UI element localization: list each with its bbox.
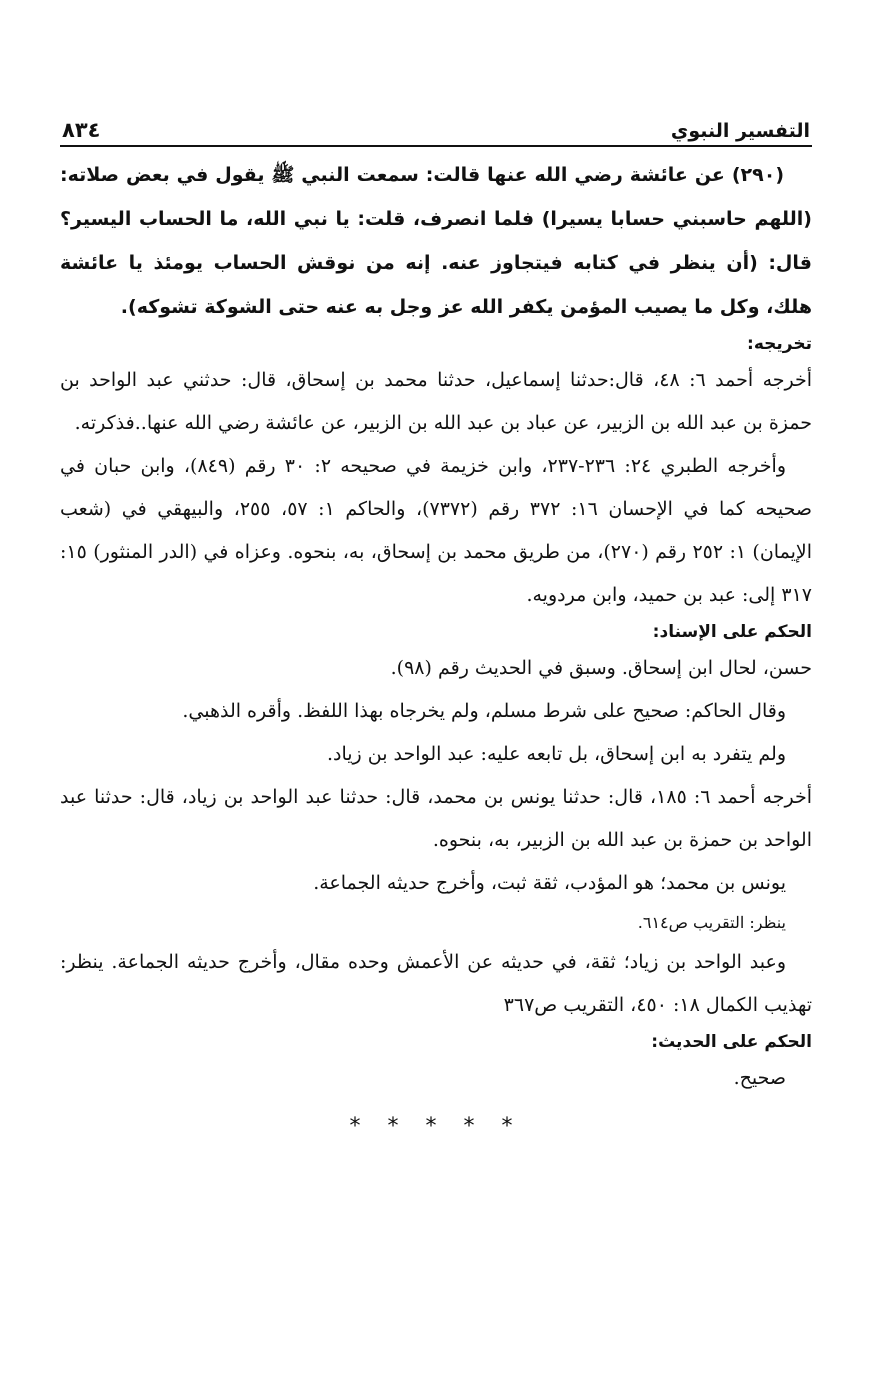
isnad-line-1: حسن، لحال ابن إسحاق. وسبق في الحديث رقم (٩٨).	[390, 657, 812, 679]
page-body	[60, 147, 812, 1139]
isnad-line-6: ينظر: التقريب ص٦١٤.	[637, 913, 786, 932]
hadith-text: (٢٩٠) عن عائشة رضي الله عنها قالت: سمعت النبي ﷺ يقول في بعض صلاته: (اللهم حاسبني حسابا يسيرا) فلما انصرف، قلت: يا نبي الله، ما الحساب اليسير؟ قال: (أن ينظر في كتابه فيتجاوز عنه. إنه من نوقش الحساب يومئذ يا عائشة هلك، وكل ما يصيب المؤمن يكفر الله عز وجل به عنه حتى الشوكة تشوكه).	[60, 164, 812, 318]
isnad-line-5: يونس بن محمد؛ هو المؤدب، ثقة ثبت، وأخرج حديثه الجماعة.	[313, 872, 786, 894]
takhrij-paragraph-2: وأخرجه الطبري ٢٤: ٢٣٦-٢٣٧، وابن خزيمة في صحيحه ٢: ٣٠ رقم (٨٤٩)، وابن حبان في صحيحه كما في الإحسان ١٦: ٣٧٢ رقم (٧٣٧٢)، والحاكم ١: ٥٧، ٢٥٥، والبيهقي في (شعب الإيمان) ١: ٢٥٢ رقم (٢٧٠)، من طريق محمد بن إسحاق، به، بنحوه. وعزاه في (الدر المنثور) ١٥: ٣١٧ إلى: عبد بن حميد، وابن مردويه.	[60, 455, 812, 606]
book-title: التفسير النبوي	[670, 120, 810, 142]
page-number: ٨٣٤	[62, 118, 101, 142]
running-header	[60, 108, 812, 147]
hukm-text: صحيح.	[733, 1067, 786, 1089]
isnad-line-3: ولم يتفرد به ابن إسحاق، بل تابعه عليه: عبد الواحد بن زياد.	[326, 743, 786, 765]
section-separator: * * * * *	[349, 1114, 523, 1139]
isnad-line-2: وقال الحاكم: صحيح على شرط مسلم، ولم يخرجاه بهذا اللفظ. وأقره الذهبي.	[182, 700, 786, 722]
book-page	[60, 108, 812, 1139]
hukm-heading: الحكم على الحديث:	[651, 1032, 812, 1052]
isnad-heading: الحكم على الإسناد:	[652, 622, 812, 642]
isnad-line-4: أخرجه أحمد ٦: ١٨٥، قال: حدثنا يونس بن محمد، قال: حدثنا عبد الواحد بن زياد، قال: حدثنا عبد الواحد بن حمزة بن عبد الله بن الزبير، به، بنحوه.	[60, 786, 813, 851]
takhrij-paragraph-1: أخرجه أحمد ٦: ٤٨، قال:حدثنا إسماعيل، حدثنا محمد بن إسحاق، قال: حدثني عبد الواحد بن حمزة بن عبد الله بن الزبير، عن عباد بن عبد الله بن الزبير، عن عائشة رضي الله عنها..فذكرته.	[60, 369, 813, 434]
takhrij-heading: تخريجه:	[747, 334, 812, 354]
isnad-line-7: وعبد الواحد بن زياد؛ ثقة، في حديثه عن الأعمش وحده مقال، وأخرج حديثه الجماعة. ينظر: تهذيب الكمال ١٨: ٤٥٠، التقريب ص٣٦٧	[60, 951, 812, 1016]
